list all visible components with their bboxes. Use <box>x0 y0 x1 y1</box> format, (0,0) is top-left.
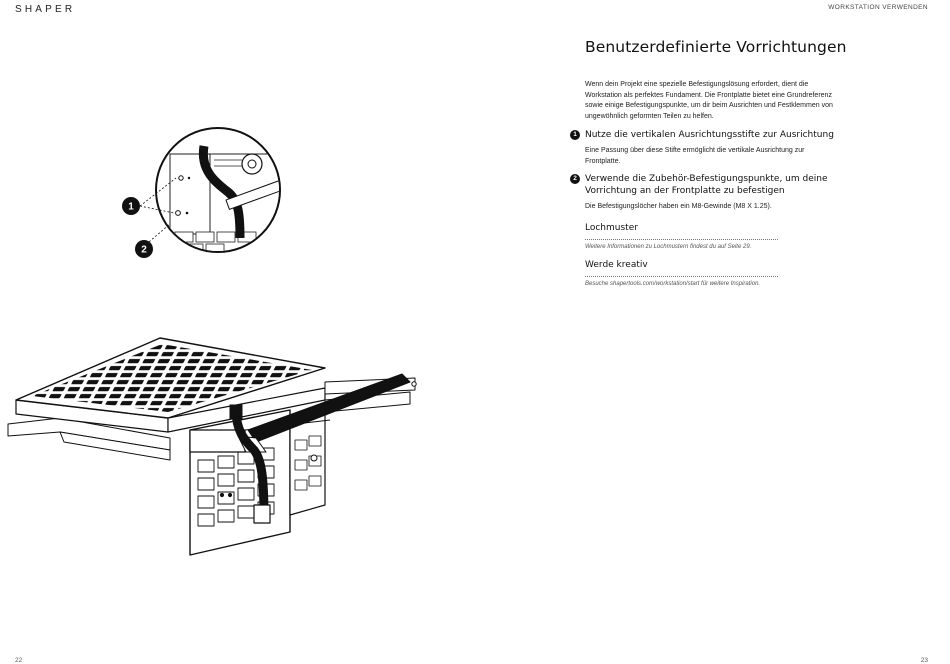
step-1-title: Nutze die vertikalen Ausrichtungsstifte zur Ausrichtung <box>585 130 834 140</box>
subsection-werde-kreativ-title: Werde kreativ <box>585 259 648 270</box>
workstation-illustration <box>0 120 470 570</box>
callout-2 <box>135 240 153 258</box>
step-2 <box>573 173 835 213</box>
step-2-text: Die Befestigungslöcher haben ein M8-Gewinde (M8 X 1.25). <box>585 203 772 210</box>
step-1 <box>573 129 835 167</box>
content-column <box>573 38 847 287</box>
step-2-title: Verwende die Zubehör-Befestigungspunkte, um deine Vorrichtung an der Frontplatte zu befestigen <box>585 174 828 196</box>
subsection-werde-kreativ <box>585 260 778 287</box>
shaper-logo: SHAPER <box>15 4 76 15</box>
subsection-lochmuster <box>585 223 778 250</box>
subsection-lochmuster-note: Weitere Informationen zu Lochmustern findest du auf Seite 29. <box>585 243 752 250</box>
subsection-werde-kreativ-note: Besuche shapertools.com/workstation/start für weitere Inspiration. <box>585 280 761 287</box>
page-number-right: 23 <box>920 657 928 664</box>
section-label: WORKSTATION VERWENDEN <box>828 4 928 11</box>
dotted-divider <box>585 239 778 240</box>
step-1-badge: 1 <box>570 130 580 140</box>
dotted-divider <box>585 276 778 277</box>
subsection-lochmuster-title: Lochmuster <box>585 222 638 233</box>
step-1-text: Eine Passung über diese Stifte ermöglicht die vertikale Ausrichtung zur Frontplatte. <box>585 147 805 165</box>
callout-2-label: 2 <box>141 244 147 256</box>
page-number-left: 22 <box>15 657 23 664</box>
page-title: Benutzerdefinierte Vorrichtungen <box>585 38 847 56</box>
detail-zoom <box>122 128 286 258</box>
intro-paragraph: Wenn dein Projekt eine spezielle Befestigungslösung erfordert, dient die Workstation als perfektes Fundament. Die Frontplatte bietet eine Grundreferenz sowie einige Befestigungspunkte, um dir beim Ausrichten und Festklemmen von ungewöhnlich geformten Teilen zu helfen. <box>585 81 833 120</box>
callout-1 <box>122 197 140 215</box>
step-2-badge: 2 <box>570 174 580 184</box>
callout-1-label: 1 <box>128 201 134 213</box>
workstation-drawing <box>8 338 416 555</box>
